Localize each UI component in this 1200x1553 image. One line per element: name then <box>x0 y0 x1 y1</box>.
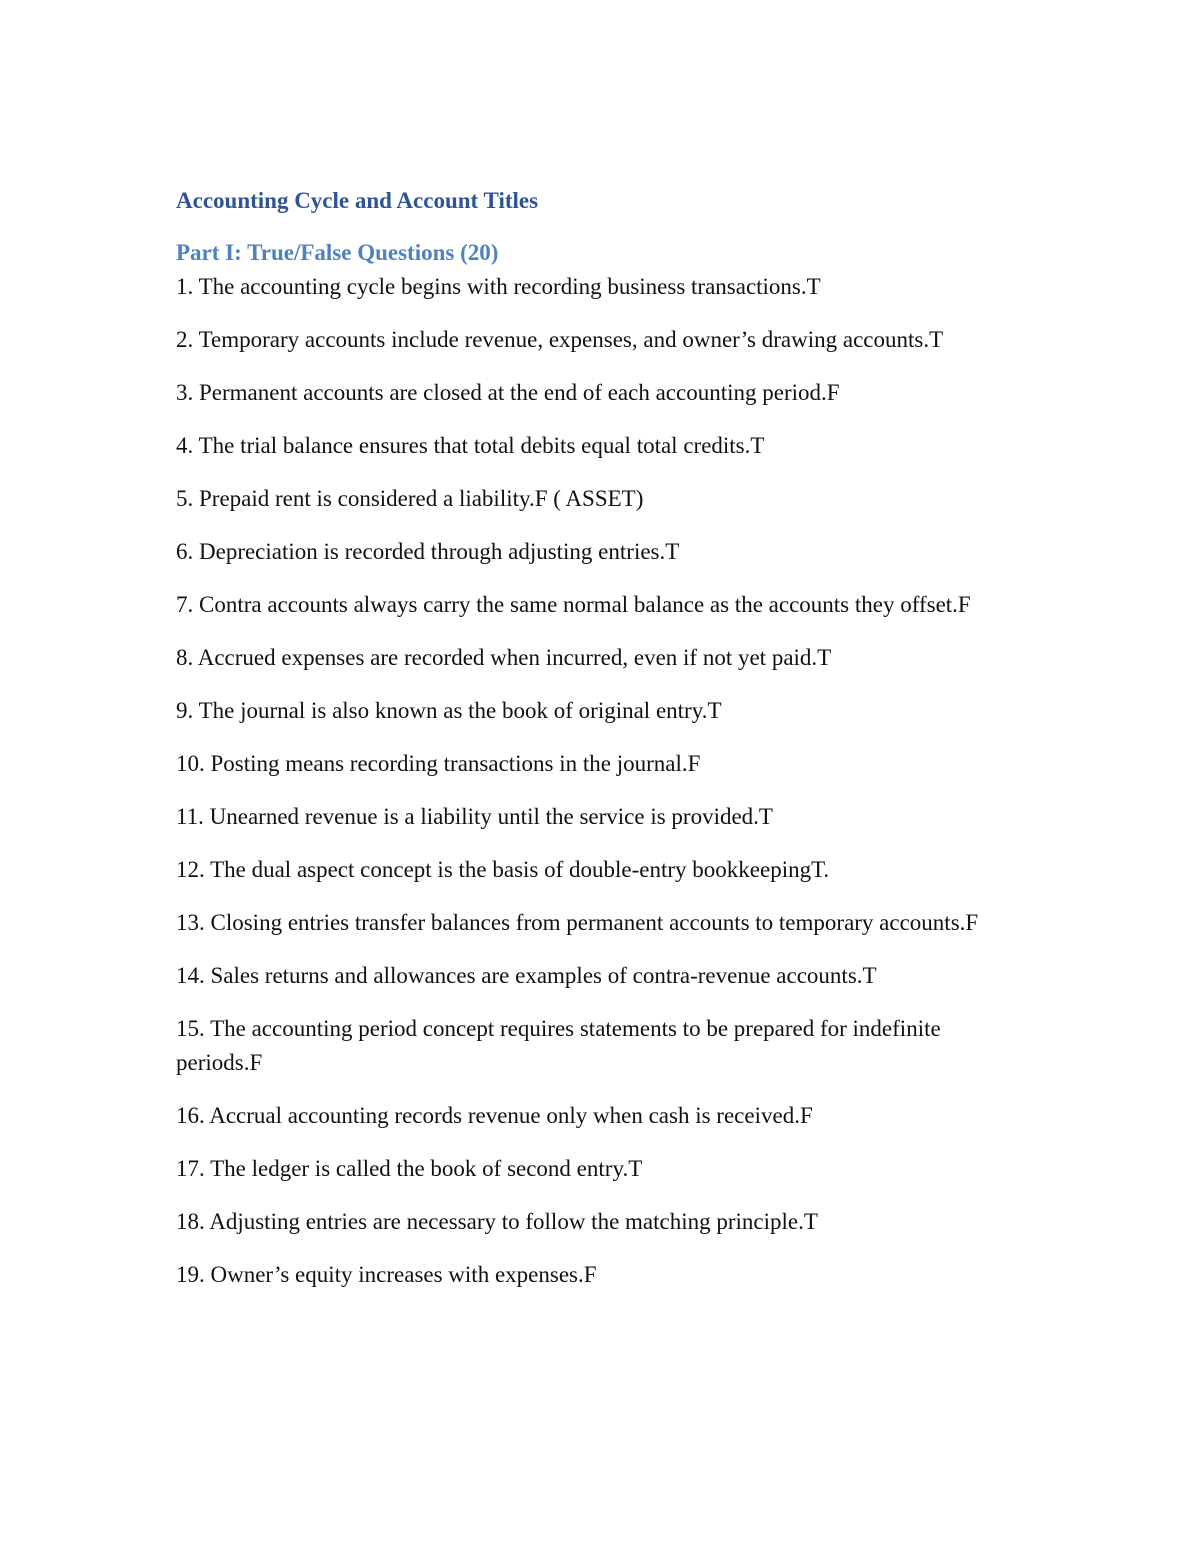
question-item: 10. Posting means recording transactions in the journal.F <box>176 751 701 776</box>
document-page <box>176 185 1006 1311</box>
question-item: 2. Temporary accounts include revenue, expenses, and owner’s drawing accounts.T <box>176 327 944 352</box>
question-item: 8. Accrued expenses are recorded when incurred, even if not yet paid.T <box>176 645 832 670</box>
question-item: 13. Closing entries transfer balances from permanent accounts to temporary accounts.F <box>176 910 979 935</box>
question-item: 15. The accounting period concept requires statements to be prepared for indefinite periods.F <box>176 1016 941 1075</box>
question-item: 4. The trial balance ensures that total debits equal total credits.T <box>176 433 765 458</box>
question-item: 18. Adjusting entries are necessary to follow the matching principle.T <box>176 1209 818 1234</box>
part-heading: Part I: True/False Questions (20) <box>176 240 499 265</box>
question-item: 5. Prepaid rent is considered a liability.F ( ASSET) <box>176 486 644 511</box>
question-item: 12. The dual aspect concept is the basis of double-entry bookkeepingT. <box>176 857 830 882</box>
question-item: 6. Depreciation is recorded through adjusting entries.T <box>176 539 680 564</box>
question-item: 17. The ledger is called the book of second entry.T <box>176 1156 643 1181</box>
question-item: 11. Unearned revenue is a liability until the service is provided.T <box>176 804 773 829</box>
document-title: Accounting Cycle and Account Titles <box>176 188 539 213</box>
question-item: 19. Owner’s equity increases with expenses.F <box>176 1262 597 1287</box>
question-item: 14. Sales returns and allowances are examples of contra-revenue accounts.T <box>176 963 877 988</box>
question-item: 7. Contra accounts always carry the same normal balance as the accounts they offset.F <box>176 592 971 617</box>
question-item: 9. The journal is also known as the book of original entry.T <box>176 698 722 723</box>
question-list <box>176 270 1006 1292</box>
question-item: 16. Accrual accounting records revenue only when cash is received.F <box>176 1103 813 1128</box>
question-item: 3. Permanent accounts are closed at the end of each accounting period.F <box>176 380 840 405</box>
question-item: 1. The accounting cycle begins with recording business transactions.T <box>176 274 821 299</box>
